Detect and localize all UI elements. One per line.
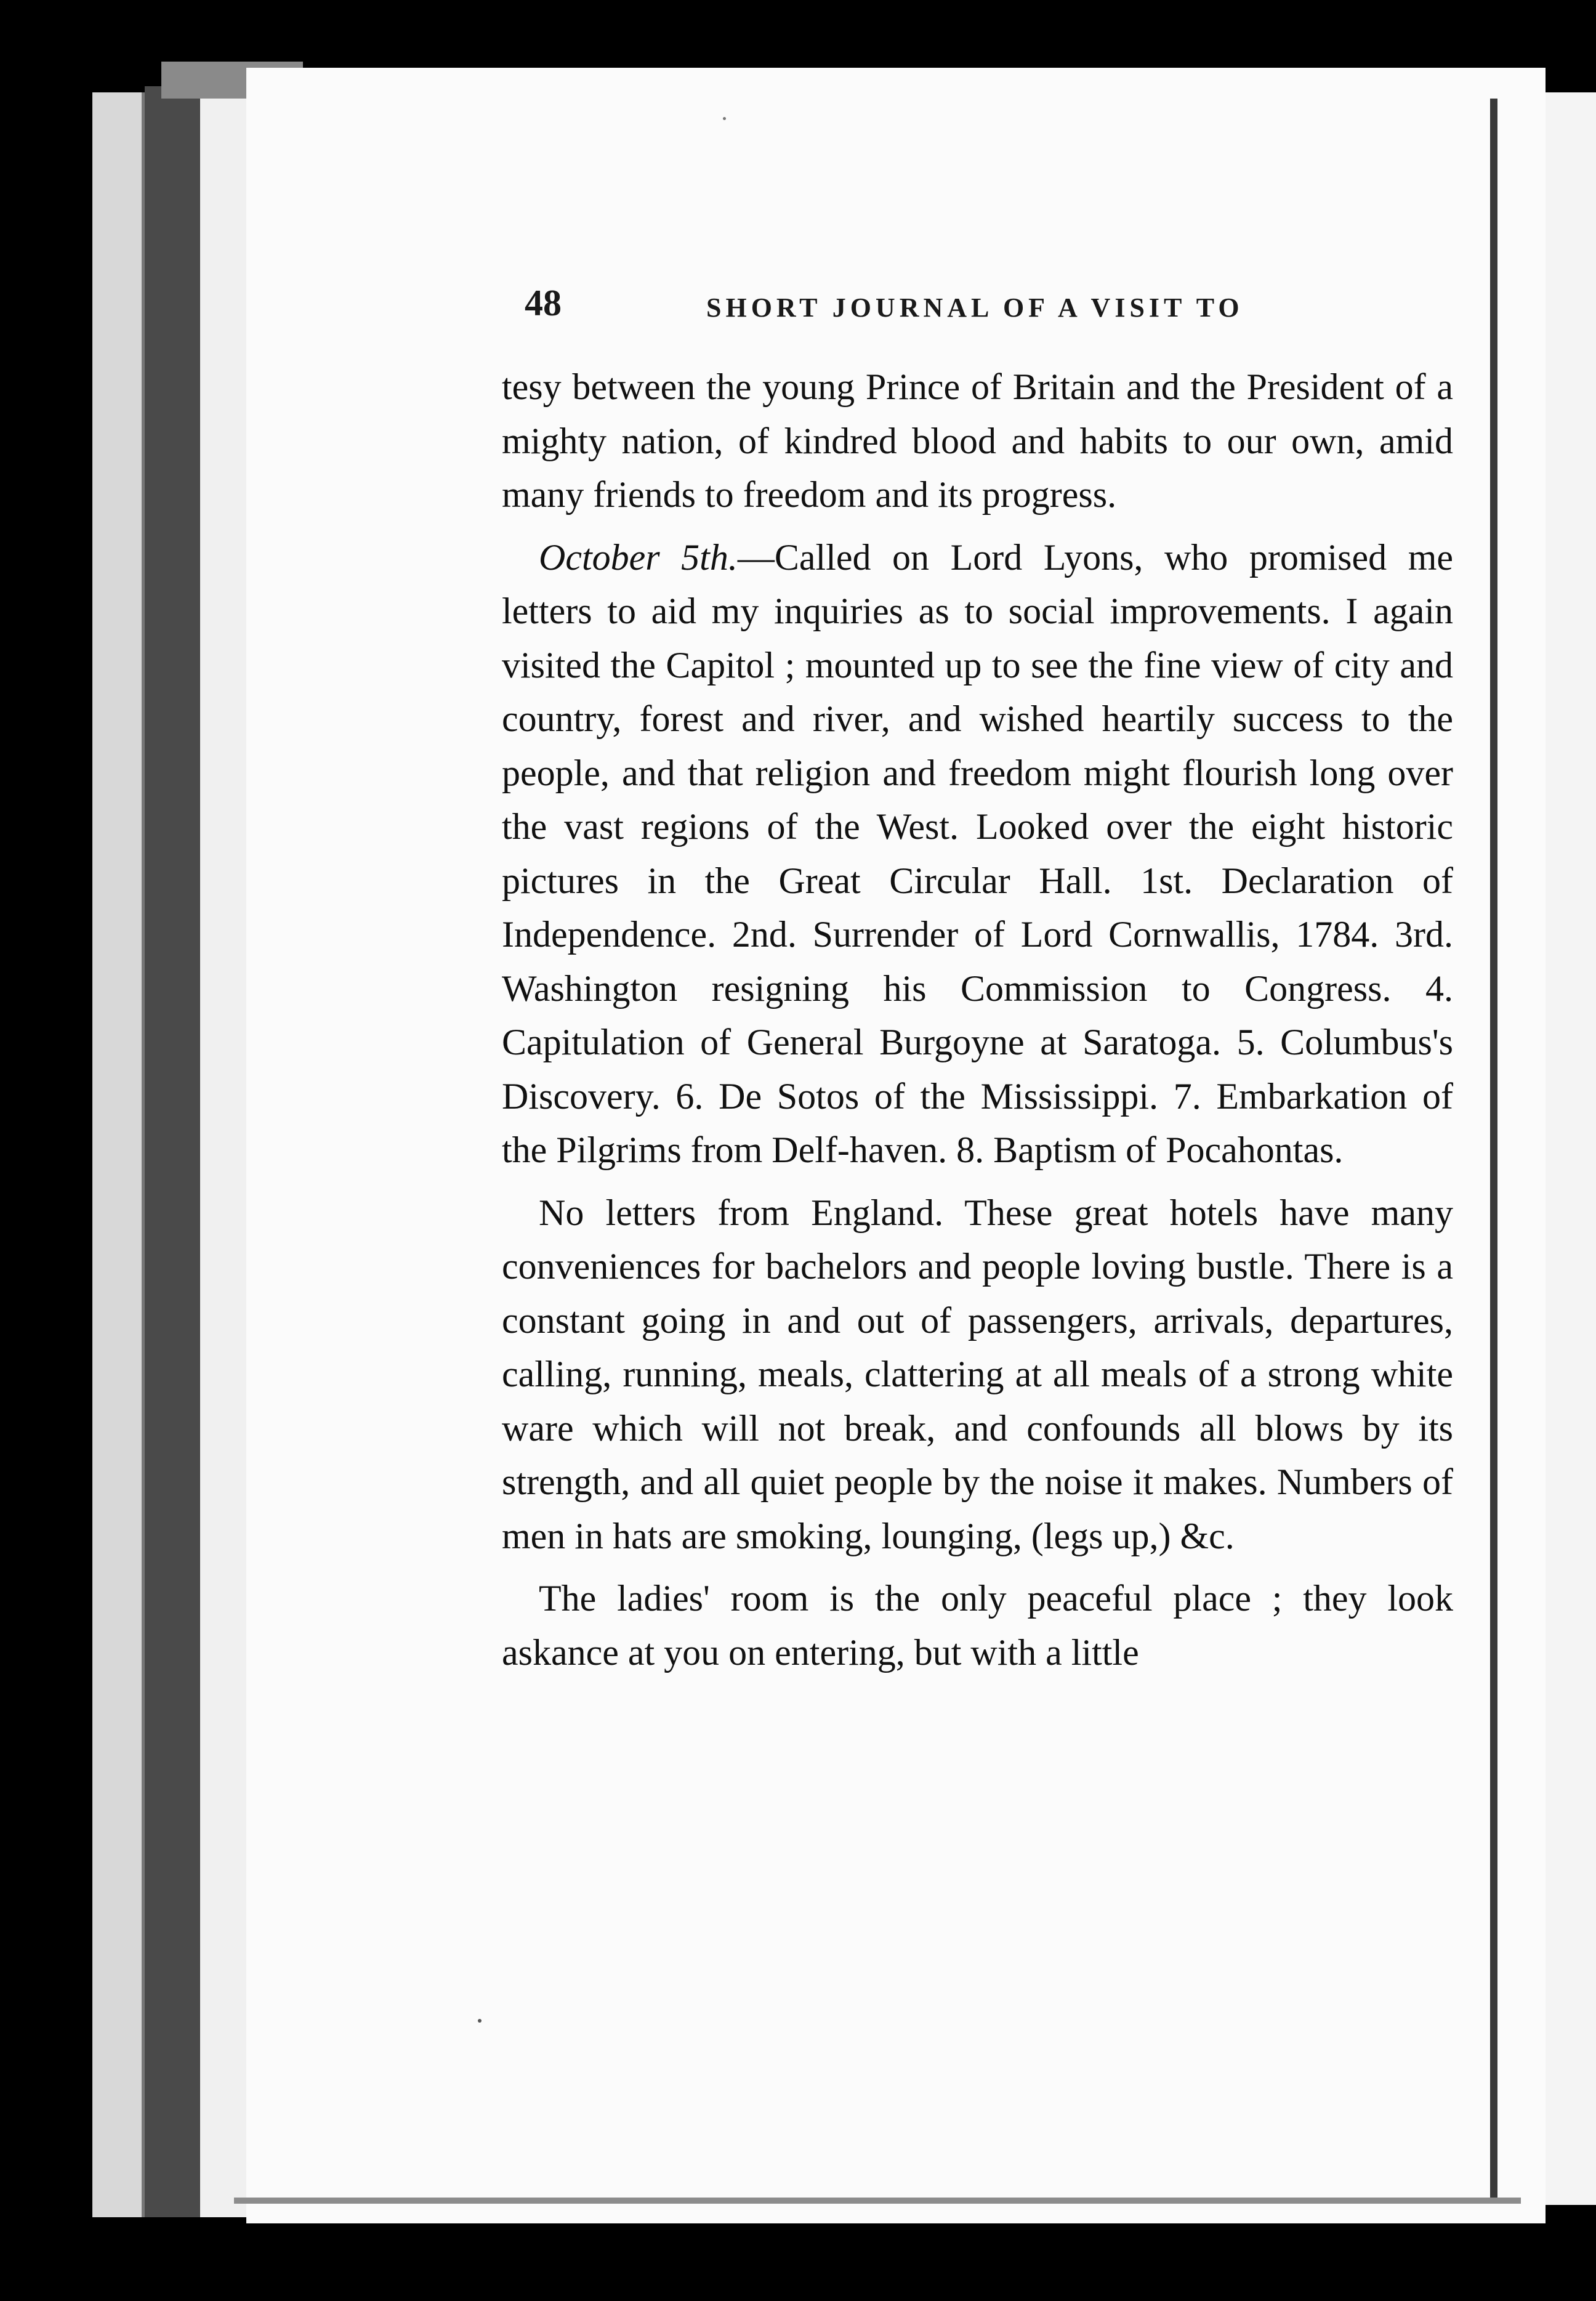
paragraph-continuation: tesy between the young Prince of Britain and the President of a mighty nation, of kindred blood and habits to our own, amid many friends to freedom and its progress. bbox=[502, 366, 1453, 515]
page-bottom-edge bbox=[234, 2198, 1521, 2204]
speck-mark bbox=[723, 117, 726, 120]
page-header bbox=[525, 282, 1294, 350]
paragraph-hotels: No letters from England. These great hotels have many conveniences for bachelors and people loving bustle. There is a constant going in and out of passengers, arrivals, departures, calling, running, meals, clattering at all meals of a strong white ware which will not break, and confounds all blows by its strength, and all quiet people by the noise it makes. Numbers of men in hats are smoking, lounging, (legs up,) &c. bbox=[502, 1192, 1453, 1556]
running-head: SHORT JOURNAL OF A VISIT TO bbox=[706, 293, 1244, 323]
entry-text: —Called on Lord Lyons, who promised me letters to aid my inquiries as to social improvements. I again visited the Capitol ; mounted up to see the fine view of city and country, forest and river, and wished heartily success to the people, and that religion and freedom might flourish long over the vast regions of the West. Looked over the eight historic pictures in the Great Circular Hall. 1st. Declaration of Independence. 2nd. Surrender of Lord Cornwallis, 1784. 3rd. Washington resigning his Commission to Congress. 4. Capitulation of General Burgoyne at Saratoga. 5. Columbus's Discovery. 6. De Sotos of the Mississippi. 7. Embarkation of the Pilgrims from Delf-haven. 8. Baptism of Pocahontas. bbox=[502, 536, 1454, 1170]
page-fold-shadow bbox=[1490, 99, 1497, 2199]
entry-date: October 5th. bbox=[539, 536, 738, 578]
paragraph-october-5th bbox=[502, 531, 1453, 1178]
page-number: 48 bbox=[525, 283, 562, 323]
paragraph-ladies-room: The ladies' room is the only peaceful place ; they look askance at you on entering, but with a little bbox=[502, 1578, 1453, 1673]
margin-dot bbox=[478, 2019, 482, 2023]
book-spine-shadow bbox=[145, 86, 200, 2217]
page-text bbox=[502, 360, 1453, 1688]
